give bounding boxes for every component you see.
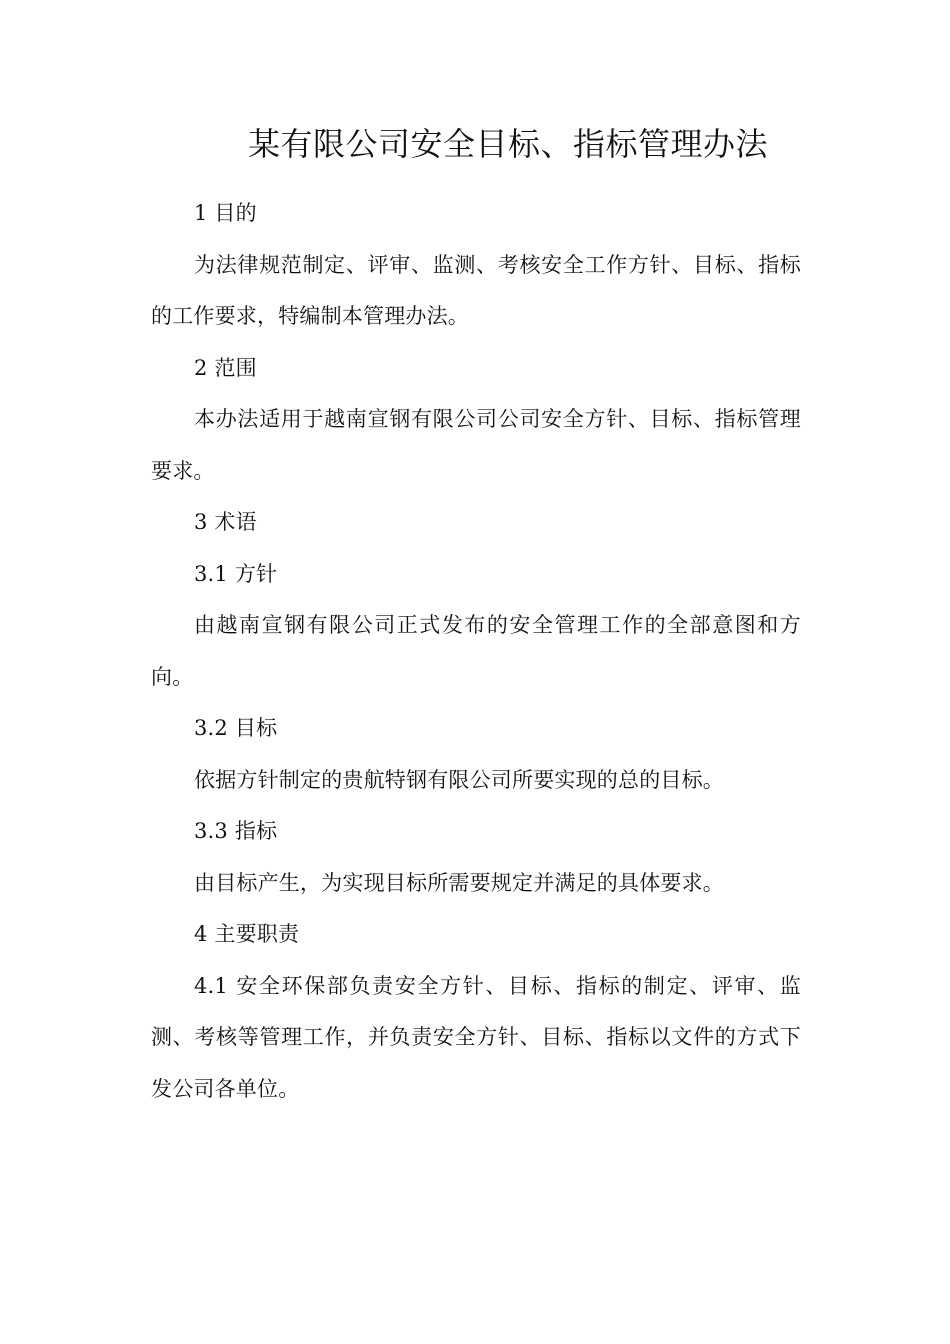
subheading-indicator: 3.3 指标 — [194, 819, 278, 843]
paragraph-objective: 依据方针制定的贵航特钢有限公司所要实现的总的目标。 — [194, 767, 724, 792]
section-heading-responsibilities: 4 主要职责 — [194, 922, 300, 946]
section-heading-purpose: 1 目的 — [194, 201, 257, 225]
document-title: 某有限公司安全目标、指标管理办法 — [247, 125, 768, 163]
paragraph-responsibility-4-1: 4.1 安全环保部负责安全方针、目标、指标的制定、评审、监测、考核等管理工作，并负责安全方针、目标、指标以文件的方式下发公司各单位。 — [151, 973, 801, 1101]
paragraph-purpose: 为法律规范制定、评审、监测、考核安全工作方针、目标、指标的工作要求，特编制本管理办法。 — [151, 252, 801, 328]
document-body — [151, 188, 801, 1115]
section-heading-scope: 2 范围 — [194, 355, 257, 380]
subheading-objective: 3.2 目标 — [194, 716, 278, 740]
section-heading-terms: 3 术语 — [194, 510, 257, 534]
paragraph-policy: 由越南宣钢有限公司正式发布的安全管理工作的全部意图和方向。 — [151, 613, 801, 689]
paragraph-indicator: 由目标产生，为实现目标所需要规定并满足的具体要求。 — [194, 870, 724, 895]
subheading-policy: 3.1 方针 — [194, 561, 278, 586]
paragraph-scope: 本办法适用于越南宣钢有限公司公司安全方针、目标、指标管理要求。 — [151, 407, 801, 483]
